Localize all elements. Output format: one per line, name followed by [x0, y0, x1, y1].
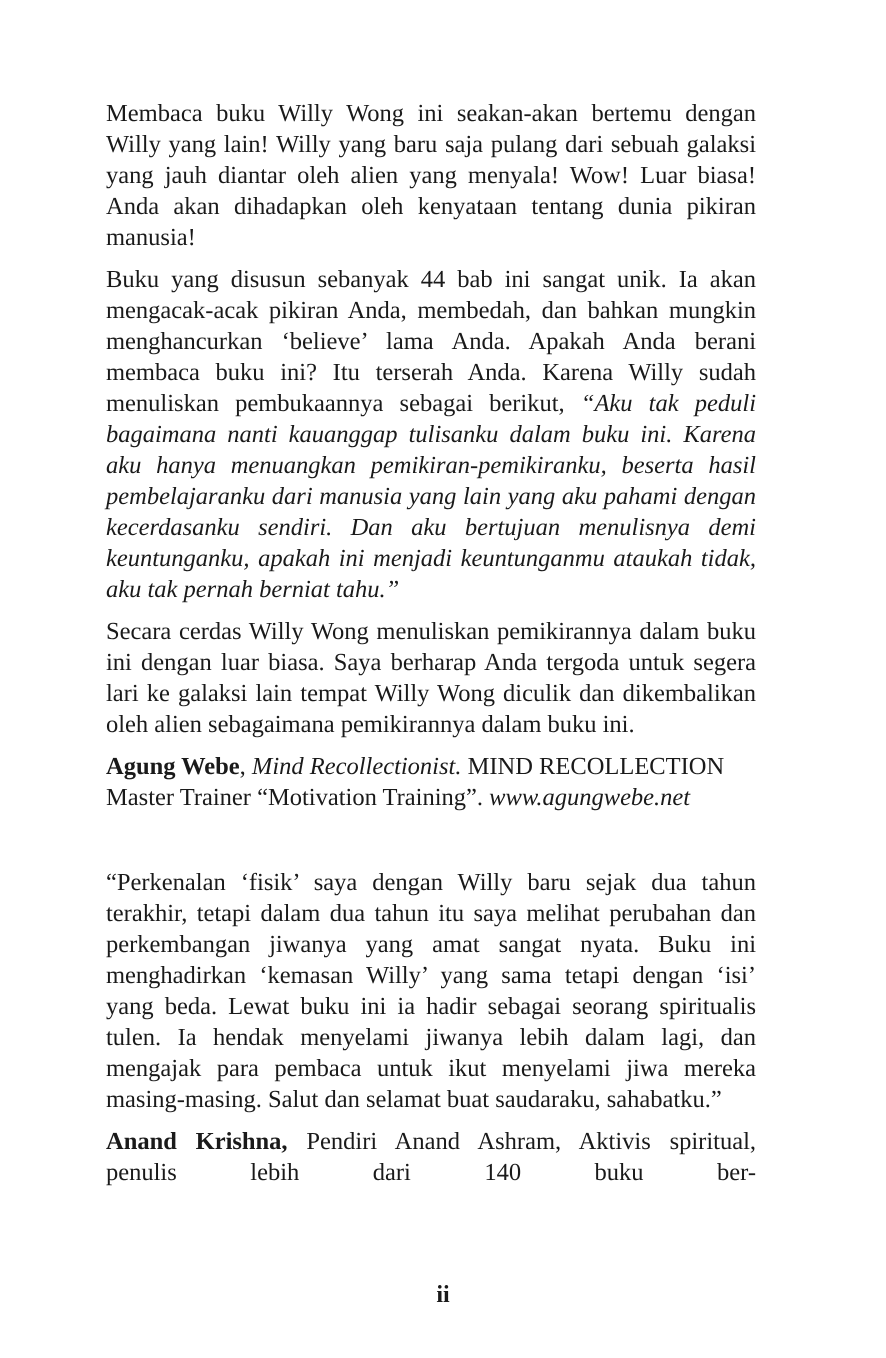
author-comma: ,: [239, 753, 252, 780]
paragraph-2-intro: Buku yang disusun sebanyak 44 bab ini sangat unik. Ia akan mengacak-acak pikiran Anda, membedah, dan bahkan mungkin menghancurkan ‘believe’ lama Anda. Apakah Anda berani membaca buku ini? Itu terserah Anda. Karena Willy sudah menuliskan pembukaannya sebagai berikut,: [106, 266, 756, 417]
testimonial-2-signature: [106, 1126, 756, 1188]
section-gap: [106, 824, 756, 867]
author-organization: MIND RECOLLECTION: [461, 753, 725, 780]
page-number: ii: [436, 1282, 450, 1308]
author-role: Master Trainer “Motivation Training”.: [106, 784, 490, 811]
author-name: Agung Webe: [106, 753, 240, 780]
author-title: Mind Recollectionist.: [251, 753, 462, 780]
author-website: www.agungwebe.net: [489, 784, 691, 811]
author-name-2: Anand Krishna,: [106, 1128, 288, 1155]
testimonial-1-paragraph-1: Membaca buku Willy Wong ini seakan-akan bertemu dengan Willy yang lain! Willy yang baru saja pulang dari sebuah galaksi yang jauh diantar oleh alien yang menyala! Wow! Luar biasa! Anda akan dihadapkan oleh kenyataan tentang dunia pikiran manusia!: [106, 100, 756, 251]
testimonial-1-signature: [106, 751, 756, 813]
author-quote: “Aku tak peduli bagaimana nanti kauanggap tulisanku dalam buku ini. Karena aku hanya menuangkan pemikiran-pemikiranku, beserta hasil pembelajaranku dari manusia yang lain yang aku pahami dengan kecerdasanku sendiri. Dan aku bertujuan menulisnya demi keuntunganku, apakah ini menjadi keuntunganmu ataukah tidak, aku tak pernah berniat tahu.”: [106, 390, 756, 603]
author-description-2: Pendiri Anand Ashram, Aktivis spiritual, penulis lebih dari 140 buku ber-: [106, 1128, 756, 1186]
testimonial-2-paragraph: “Perkenalan ‘fisik’ saya dengan Willy baru sejak dua tahun terakhir, tetapi dalam dua tahun itu saya melihat perubahan dan perkembangan jiwanya yang amat sangat nyata. Buku ini menghadirkan ‘kemasan Willy’ yang sama tetapi dengan ‘isi’ yang beda. Lewat buku ini ia hadir sebagai seorang spiritualis tulen. Ia hendak menyelami jiwanya lebih dalam lagi, dan mengajak para pembaca untuk ikut menyelami jiwa mereka masing-masing. Salut dan selamat buat saudaraku, sahabatku.”: [106, 869, 756, 1113]
testimonial-1-paragraph-2: [106, 264, 756, 605]
testimonial-1-paragraph-3: Secara cerdas Willy Wong menuliskan pemikirannya dalam buku ini dengan luar biasa. Saya berharap Anda tergoda untuk segera lari ke galaksi lain tempat Willy Wong diculik dan dikembalikan oleh alien sebagaimana pemikirannya dalam buku ini.: [106, 618, 756, 738]
page-content: [106, 98, 756, 1199]
